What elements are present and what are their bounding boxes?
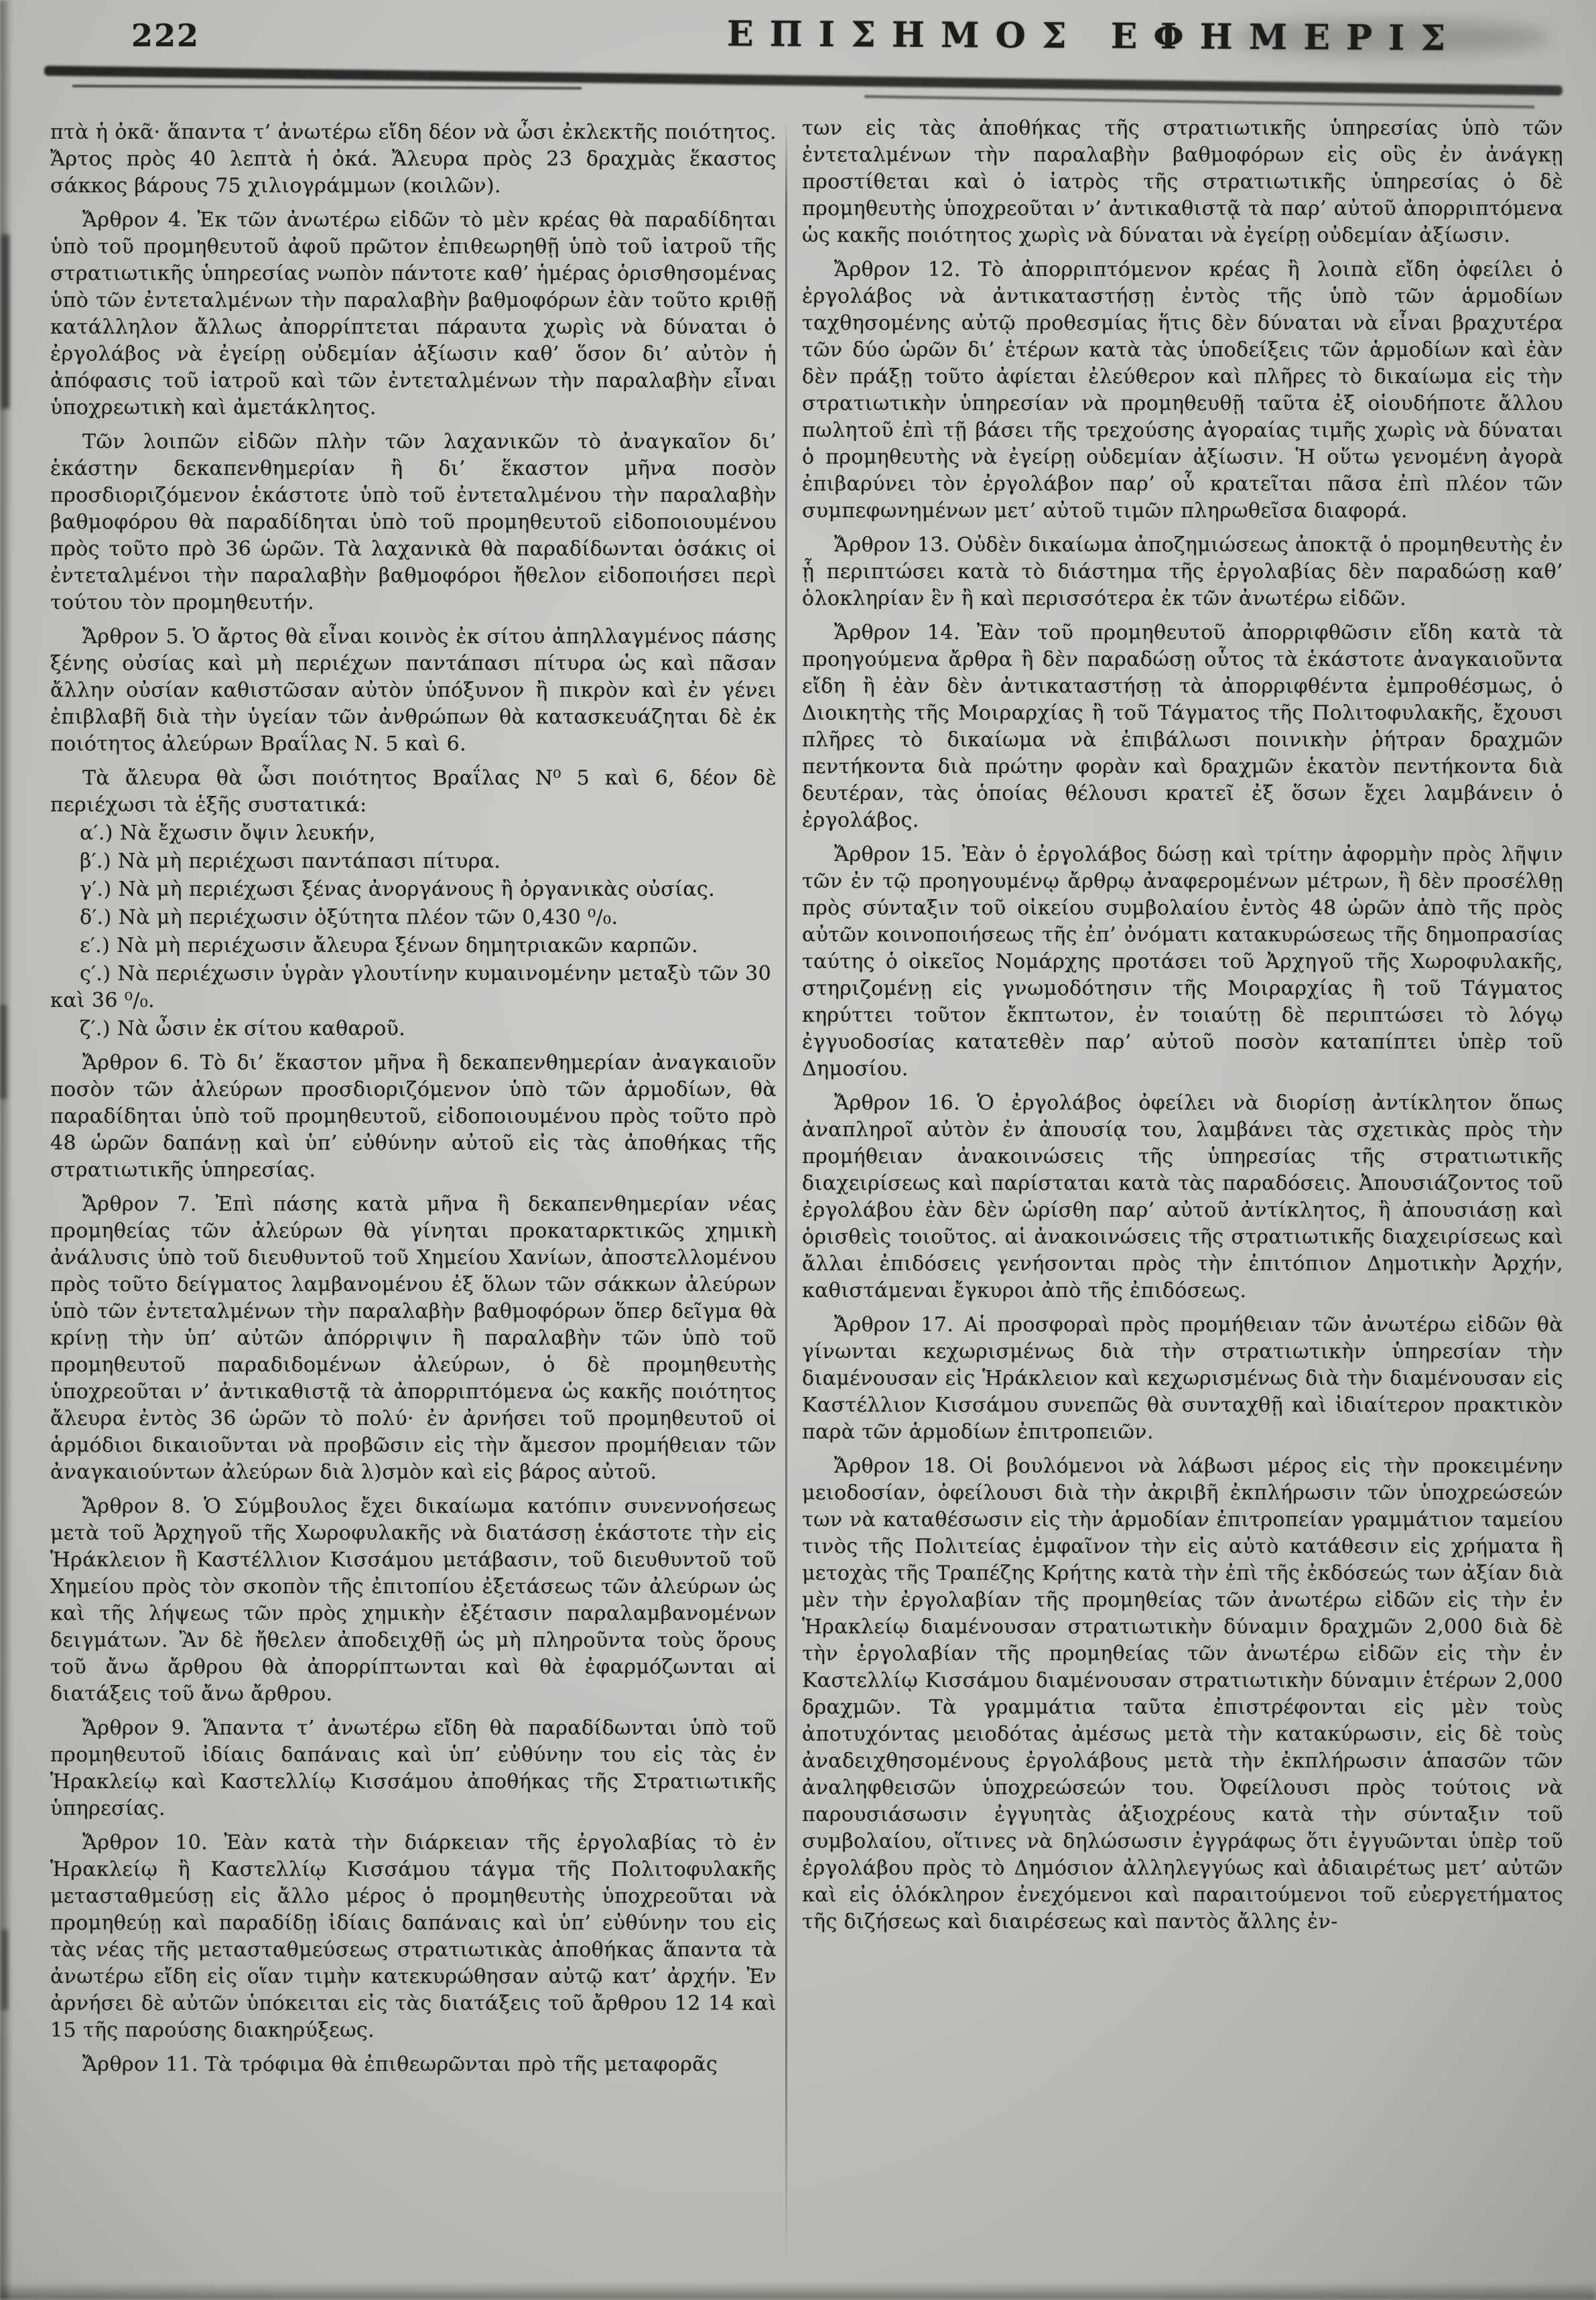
flour-spec-item-stigma: ς′.) Νὰ περιέχωσιν ὑγρὰν γλουτίνην κυμαινομένην μεταξὺ τῶν 30 καὶ 36 ⁰/₀. bbox=[50, 962, 772, 1012]
flour-spec-item-epsilon: ε′.) Νὰ μὴ περιέχωσιν ἄλευρα ξένων δημητριακῶν καρπῶν. bbox=[80, 934, 699, 957]
page-number: 222 bbox=[131, 17, 200, 54]
article-13-paragraph: Ἄρθρον 13. Οὐδὲν δικαίωμα ἀποζημιώσεως ἀποκτᾷ ὁ προμηθευτὴς ἐν ᾗ περιπτώσει κατὰ τὸ διάστημα τῆς ἐργολαβίας δὲν παραδώσῃ καθ’ ὁλοκληρίαν ἓν ἢ καὶ περισσότερα ἐκ τῶν ἀνωτέρω εἰδῶν. bbox=[802, 533, 1563, 610]
article-4-paragraph: Ἄρθρον 4. Ἐκ τῶν ἀνωτέρω εἰδῶν τὸ μὲν κρέας θὰ παραδίδηται ὑπὸ τοῦ προμηθευτοῦ ἀφοῦ πρῶτον ἐπιθεωρηθῇ ὑπὸ τοῦ ἰατροῦ τῆς στρατιωτικῆς ὑπηρεσίας νωπὸν πάντοτε καθ’ ἡμέρας ὁρισθησομένας ὑπὸ τῶν ἐντεταλμένων τὴν παραλαβὴν βαθμοφόρων ἐὰν τοῦτο κριθῇ κατάλληλον ἄλλως ἀπορρίπτεται πάραυτα χωρὶς νὰ δύναται ὁ ἐργολάβος νὰ ἐγείρῃ οὐδεμίαν ἀξίωσιν καθ’ ὅσον δι’ αὐτὸν ἡ ἀπόφασις τοῦ ἰατροῦ καὶ τῶν ἐντεταλμένων τὴν παραλαβὴν εἶναι ὑποχρεωτικὴ καὶ ἀμετάκλητος. bbox=[50, 208, 777, 419]
header-rule bbox=[44, 66, 1562, 96]
article-8-paragraph: Ἄρθρον 8. Ὁ Σύμβουλος ἔχει δικαίωμα κατόπιν συνεννοήσεως μετὰ τοῦ Ἀρχηγοῦ τῆς Χωροφυλακῆς νὰ διατάσσῃ ἑκάστοτε τὴν εἰς Ἡράκλειον ἢ Καστέλλιον Κισσάμου μετάβασιν, τοῦ διευθυντοῦ τοῦ Χημείου πρὸς τὸν σκοπὸν τῆς ἐπιτοπίου ἐξετάσεως τῶν ἀλεύρων ὡς καὶ τῆς λήψεως τῶν πρὸς χημικὴν ἐξέτασιν παραλαμβανομένων δειγμάτων. Ἂν δὲ ἤθελεν ἀποδειχθῇ ὡς μὴ πληροῦντα τοὺς ὅρους τοῦ ἄνω ἄρθρου θὰ ἀπορρίπτωνται καὶ θὰ ἐφαρμόζωνται αἱ διατάξεις τοῦ ἄνω ἄρθρου. bbox=[50, 1495, 777, 1706]
scan-artifact-speck bbox=[0, 1005, 7, 1099]
article-11-continuation: των εἰς τὰς ἀποθήκας τῆς στρατιωτικῆς ὑπηρεσίας ὑπὸ τῶν ἐντεταλμένων τὴν παραλαβὴν βαθμοφόρων εἰς οὓς ἐν ἀνάγκῃ προστίθεται καὶ ὁ ἰατρὸς τῆς στρατιωτικῆς ὑπηρεσίας ὁ δὲ προμηθευτὴς ὑποχρεοῦται ν’ ἀντικαθιστᾷ τὰ παρ’ αὐτοῦ ἀπορριπτόμενα ὡς κακῆς ποιότητος χωρὶς νὰ δύναται νὰ ἐγείρῃ οὐδεμίαν ἀξίωσιν. bbox=[802, 117, 1563, 247]
article-5-paragraph: Ἄρθρον 5. Ὁ ἄρτος θὰ εἶναι κοινὸς ἐκ σίτου ἀπηλλαγμένος πάσης ξένης οὐσίας καὶ μὴ περιέχων παντάπασι πίτυρα ὡς καὶ πᾶσαν ἄλλην οὐσίαν καθιστῶσαν αὐτὸν ὑπόξυνον ἢ πικρὸν καὶ ἐν γένει ἐπιβλαβῆ διὰ τὴν ὑγείαν τῶν ἀνθρώπων θὰ κατασκευάζηται δὲ ἐκ ποιότητος ἀλεύρων Βραΐλας Ν. 5 καὶ 6. bbox=[50, 625, 777, 756]
flour-spec-item-zeta: ζ′.) Νὰ ὦσιν ἐκ σίτου καθαροῦ. bbox=[80, 1017, 406, 1040]
article-10-paragraph: Ἄρθρον 10. Ἐὰν κατὰ τὴν διάρκειαν τῆς ἐργολαβίας τὸ ἐν Ἡρακλείῳ ἢ Καστελλίῳ Κισσάμου τάγμα τῆς Πολιτοφυλακῆς μετασταθμεύσῃ εἰς ἄλλο μέρος ὁ προμηθευτὴς ὑποχρεοῦται νὰ προμηθεύῃ καὶ παραδίδῃ ἰδίαις δαπάναις καὶ ὑπ’ εὐθύνην του εἰς τὰς νέας τῆς μετασταθμεύσεως στρατιωτικὰς ἀποθήκας ἅπαντα τὰ ἀνωτέρω εἴδη εἰς οἵαν τιμὴν κατεκυρώθησαν αὐτῷ κατ’ ἀρχήν. Ἐν ἀρνήσει δὲ αὐτῶν ὑπόκειται εἰς τὰς διατάξεις τοῦ ἄρθρου 12 14 καὶ 15 τῆς παρούσης διακηρύξεως. bbox=[50, 1831, 777, 2042]
article-9-paragraph: Ἄρθρον 9. Ἅπαντα τ’ ἀνωτέρω εἴδη θὰ παραδίδωνται ὑπὸ τοῦ προμηθευτοῦ ἰδίαις δαπάναις καὶ ὑπ’ εὐθύνην του εἰς τὰς ἐν Ἡρακλείῳ καὶ Καστελλίῳ Κισσάμου ἀποθήκας τῆς Στρατιωτικῆς ὑπηρεσίας. bbox=[50, 1716, 777, 1820]
article-17-paragraph: Ἄρθρον 17. Αἱ προσφοραὶ πρὸς προμήθειαν τῶν ἀνωτέρω εἰδῶν θὰ γίνωνται κεχωρισμένως διὰ τὴν στρατιωτικὴν ὑπηρεσίαν τὴν διαμένουσαν εἰς Ἡράκλειον καὶ κεχωρισμένως διὰ τὴν διαμένουσαν εἰς Καστέλλιον Κισσάμου συνεπῶς θὰ συνταχθῇ καὶ ἰδιαίτερον πρακτικὸν παρὰ τῶν ἁρμοδίων ἐπιτροπειῶν. bbox=[802, 1313, 1563, 1444]
left-column bbox=[50, 119, 777, 2078]
article-7-paragraph: Ἄρθρον 7. Ἐπὶ πάσης κατὰ μῆνα ἢ δεκαπενθημερίαν νέας προμηθείας τῶν ἀλεύρων θὰ γίνηται προκαταρκτικῶς χημικὴ ἀνάλυσις ὑπὸ τοῦ διευθυντοῦ τοῦ Χημείου Χανίων, ἀποστελλομένου πρὸς τοῦτο δείγματος λαμβανομένου ἐξ ὅλων τῶν σάκκων ἀλεύρων ὑπὸ τῶν ἐντεταλμένων τὴν παραλαβὴν βαθμοφόρων ὅπερ δεῖγμα θὰ κρίνῃ τὴν ὑπ’ αὐτῶν ἀπόρριψιν ἢ παραλαβὴν τῶν ὑπὸ τοῦ προμηθευτοῦ παραδιδομένων ἀλεύρων, ὁ δὲ προμηθευτὴς ὑποχρεοῦται ν’ ἀντικαθιστᾷ τὰ ἀπορριπτόμενα ὡς κακῆς ποιότητος ἄλευρα ἐντὸς 36 ὡρῶν τὸ πολύ· ἐν ἀρνήσει τοῦ προμηθευτοῦ οἱ ἁρμόδιοι δικαιοῦνται νὰ προβῶσιν εἰς τὴν ἄμεσον προμήθειαν τῶν ἀναγκαιούντων ἀλεύρων διὰ λ)σμὸν καὶ εἰς βάρος αὐτοῦ. bbox=[50, 1193, 777, 1484]
header-rule-thin-left bbox=[72, 84, 582, 89]
article-6-paragraph: Ἄρθρον 6. Τὸ δι’ ἕκαστον μῆνα ἢ δεκαπενθημερίαν ἀναγκαιοῦν ποσὸν τῶν ἀλεύρων προσδιοριζόμενον ὑπὸ τῶν ἁρμοδίων, θὰ παραδίδηται ὑπὸ τοῦ προμηθευτοῦ, εἰδοποιουμένου πρὸς τοῦτο πρὸ 48 ὡρῶν δαπάνῃ καὶ ὑπ’ εὐθύνην αὐτοῦ εἰς τὰς ἀποθήκας τῆς στρατιωτικῆς ὑπηρεσίας. bbox=[50, 1051, 777, 1182]
article-11-paragraph: Ἄρθρον 11. Τὰ τρόφιμα θὰ ἐπιθεωρῶνται πρὸ τῆς μεταφορᾶς bbox=[82, 2053, 718, 2076]
right-column bbox=[802, 115, 1563, 1936]
flour-spec-intro: Τὰ ἄλευρα θὰ ὦσι ποιότητος Βραΐλας Ν⁰ 5 καὶ 6, δέον δὲ περιέχωσι τὰ ἑξῆς συστατικά: bbox=[50, 766, 777, 817]
article-18-paragraph: Ἄρθρον 18. Οἱ βουλόμενοι νὰ λάβωσι μέρος εἰς τὴν προκειμένην μειοδοσίαν, ὀφείλουσι διὰ τὴν ἀκριβῆ ἐκπλήρωσιν τῶν ὑποχρεώσεών των νὰ καταθέσωσιν εἰς τὴν ἁρμοδίαν ἐπιτροπείαν γραμμάτιον ταμείου τινὸς τῆς Πολιτείας ἐμφαῖνον τὴν εἰς αὐτὸ κατάθεσιν εἰς χρήματα ἢ μετοχὰς τῆς Τραπέζης Κρήτης κατὰ τὴν ἐπὶ τῆς ἐκδόσεώς των ἀξίαν διὰ μὲν τὴν ἐργολαβίαν τῆς προμηθείας τῶν ἀνωτέρω εἰδῶν εἰς τὴν ἐν Ἡρακλείῳ διαμένουσαν στρατιωτικὴν δύναμιν δραχμῶν 2,000 διὰ δὲ τὴν ἐργολαβίαν τῆς προμηθείας τῶν ἀνωτέρω εἰδῶν εἰς τὴν ἐν Καστελλίῳ Κισσάμου διαμένουσαν στρατιωτικὴν δύναμιν ἑτέρων 2,000 δραχμῶν. Τὰ γραμμάτια ταῦτα ἐπιστρέφονται εἰς μὲν τοὺς ἀποτυχόντας μειοδότας ἀμέσως μετὰ τὴν κατακύρωσιν, εἰς δὲ τοὺς ἀναδειχθησομένους ἐργολάβους μετὰ τὴν ἐκπλήρωσιν ἁπασῶν τῶν ἀναληφθεισῶν ὑποχρεώσεών του. Ὀφείλουσι πρὸς τούτοις νὰ παρουσιάσωσιν ἐγγυητὰς ἀξιοχρέους κατὰ τὴν σύνταξιν τοῦ συμβολαίου, οἵτινες νὰ δηλώσωσιν ἐγγράφως ὅτι ἐγγυῶνται ὑπὲρ τοῦ ἐργολάβου πρὸς τὸ Δημόσιον ἀλληλεγγύως καὶ ἀδιαιρέτως μετ’ αὐτῶν καὶ εἰς ὁλόκληρον ἐνεχόμενοι καὶ παραιτούμενοι τοῦ εὐεργετήματος τῆς διζήσεως καὶ διαιρέσεως καὶ παντὸς ἄλλης ἐν- bbox=[802, 1455, 1563, 1934]
masthead-title: ΕΠΙΣΗΜΟΣ ΕΦΗΜΕΡΙΣ bbox=[726, 13, 1462, 59]
article-12-paragraph: Ἄρθρον 12. Τὸ ἀπορριπτόμενον κρέας ἢ λοιπὰ εἴδη ὀφείλει ὁ ἐργολάβος νὰ ἀντικαταστήσῃ ἐντὸς τῆς ὑπὸ τῶν ἁρμοδίων ταχθησομένης αὐτῷ προθεσμίας ἥτις δὲν δύναται νὰ εἶναι βραχυτέρα τῶν δύο ὡρῶν δι’ ἑτέρων κατὰ τὰς ὑποδείξεις τῶν ἁρμοδίων καὶ ἐὰν δὲν πράξῃ τοῦτο ἀφίεται ἐλεύθερον καὶ πλῆρες τὸ δικαίωμα εἰς τὴν στρατιωτικὴν ὑπηρεσίαν νὰ προμηθευθῇ ταῦτα ἐξ οἱουδήποτε ἄλλου πωλητοῦ ἐπὶ τῇ βάσει τῆς τρεχούσης ἀγοραίας τιμῆς χωρὶς νὰ δύναται ὁ προμηθευτὴς νὰ ἐγείρῃ οὐδεμίαν ἀξίωσιν. Ἡ οὕτω γενομένη ἀγορὰ ἐπιβαρύνει τὸν ἐργολάβον παρ’ οὗ κρατεῖται πᾶσα ἐπὶ πλέον τῶν συμπεφωνημένων μετ’ αὐτοῦ τιμῶν πληρωθεῖσα διαφορά. bbox=[802, 258, 1563, 523]
header-rule-thin-right bbox=[864, 95, 1534, 109]
article-14-paragraph: Ἄρθρον 14. Ἐὰν τοῦ προμηθευτοῦ ἀπορριφθῶσιν εἴδη κατὰ τὰ προηγούμενα ἄρθρα ἢ δὲν παραδώσῃ οὗτος τὰ ἑκάστοτε ἀναγκαιοῦντα εἴδη ἢ ἐὰν δὲν ἀντικαταστήσῃ τὰ ἀπορριφθέντα ἐμπροθέσμως, ὁ Διοικητὴς τῆς Μοιραρχίας ἢ τοῦ Τάγματος τῆς Πολιτοφυλακῆς, ἔχουσι πλῆρες τὸ δικαίωμα νὰ ἐπιβάλωσι ποινικὴν ῥήτραν δραχμῶν πεντήκοντα διὰ πρώτην φορὰν καὶ δραχμῶν ἑκατὸν πεντήκοντα διὰ δευτέραν, τὰς ὁποίας θέλουσι κρατεῖ ἐξ ὅσων ἔχει λαμβάνειν ὁ ἐργολάβος. bbox=[802, 621, 1563, 832]
scan-artifact-speck bbox=[1, 234, 9, 409]
article-15-paragraph: Ἄρθρον 15. Ἐὰν ὁ ἐργολάβος δώσῃ καὶ τρίτην ἀφορμὴν πρὸς λῆψιν τῶν ἐν τῷ προηγουμένῳ ἄρθρῳ ἀναφερομένων μέτρων, ἢ δὲν προσέλθῃ πρὸς σύνταξιν τοῦ οἰκείου συμβολαίου ἐντὸς 48 ὡρῶν ἀπὸ τῆς πρὸς αὐτῶν κοινοποιήσεως τῆς ἐπ’ ὀνόματι κατακυρώσεως τῆς δημοπρασίας ταύτης ὁ οἰκεῖος Νομάρχης προτάσει τοῦ Ἀρχηγοῦ τῆς Χωροφυλακῆς, στηριζομένῃ εἰς γνωμοδότησιν τῆς Μοιραρχίας ἢ τοῦ Τάγματος κηρύττει τοῦτον ἔκπτωτον, ἐν τοιαύτῃ δὲ περιπτώσει τὸ λόγῳ ἐγγυοδοσίας κατατεθὲν παρ’ αὐτοῦ ποσὸν καταπίπτει ὑπὲρ τοῦ Δημοσίου. bbox=[802, 843, 1563, 1081]
flour-spec-item-beta: β′.) Νὰ μὴ περιέχωσι παντάπασι πίτυρα. bbox=[80, 850, 501, 873]
column-divider bbox=[785, 122, 787, 2262]
continuation-paragraph: πτὰ ἡ ὀκᾶ· ἅπαντα τ’ ἀνωτέρω εἴδη δέον νὰ ὦσι ἐκλεκτῆς ποιότητος. Ἄρτος πρὸς 40 λεπτὰ ἡ ὀκά. Ἄλευρα πρὸς 23 δραχμὰς ἕκαστος σάκκος βάρους 75 χιλιογράμμων (κοιλῶν). bbox=[50, 121, 777, 198]
flour-spec-item-gamma: γ′.) Νὰ μὴ περιέχωσι ξένας ἀνοργάνους ἢ ὀργανικὰς οὐσίας. bbox=[80, 878, 716, 901]
flour-spec-item-delta: δ′.) Νὰ μὴ περιέχωσιν ὀξύτητα πλέον τῶν 0,430 ⁰/₀. bbox=[80, 906, 618, 929]
article-16-paragraph: Ἄρθρον 16. Ὁ ἐργολάβος ὀφείλει νὰ διορίσῃ ἀντίκλητον ὅπως ἀναπληροῖ αὐτὸν ἐν ἀπουσίᾳ του, λαμβάνει τὰς σχετικὰς πρὸς τὴν προμήθειαν ἀνακοινώσεις τῆς ὑπηρεσίας τῆς στρατιωτικῆς διαχειρίσεως καὶ παρίσταται κατὰ τὰς παραδόσεις. Ἀπουσιάζοντος τοῦ ἐργολάβου ἐὰν δὲν ὡρίσθη παρ’ αὐτοῦ ἀντίκλητος, ἢ ἀπουσιάσῃ καὶ ὁρισθεὶς τοιοῦτος. αἱ ἀνακοινώσεις τῆς στρατιωτικῆς διαχειρίσεως καὶ ἄλλαι ἐπιδόσεις γενήσονται πρὸς τὴν ἐπιτόπιον Δημοτικὴν Ἀρχήν, καθιστάμεναι ἔγκυροι ἀπὸ τῆς ἐπιδόσεως. bbox=[802, 1091, 1563, 1302]
scan-artifact-bottom-edge bbox=[0, 2283, 1596, 2300]
scan-artifact-speck bbox=[1, 1930, 8, 2010]
article-4-subparagraph: Τῶν λοιπῶν εἰδῶν πλὴν τῶν λαχανικῶν τὸ ἀναγκαῖον δι’ ἑκάστην δεκαπενθημερίαν ἢ δι’ ἕκαστον μῆνα ποσὸν προσδιοριζόμενον ἑκάστοτε ὑπὸ τοῦ ἐντεταλμένου τὴν παραλαβὴν βαθμοφόρου θὰ παραδίδηται ὑπὸ τοῦ προμηθευτοῦ εἰδοποιουμένου πρὸς τοῦτο πρὸ 36 ὡρῶν. Τὰ λαχανικὰ θὰ παραδίδωνται ὁσάκις οἱ ἐντεταλμένοι τὴν παραλαβὴν βαθμοφόροι ἤθελον εἰδοποιήσει περὶ τούτου τὸν προμηθευτήν. bbox=[50, 430, 777, 614]
flour-spec-item-alpha: α′.) Νὰ ἔχωσιν ὄψιν λευκήν, bbox=[80, 821, 376, 845]
